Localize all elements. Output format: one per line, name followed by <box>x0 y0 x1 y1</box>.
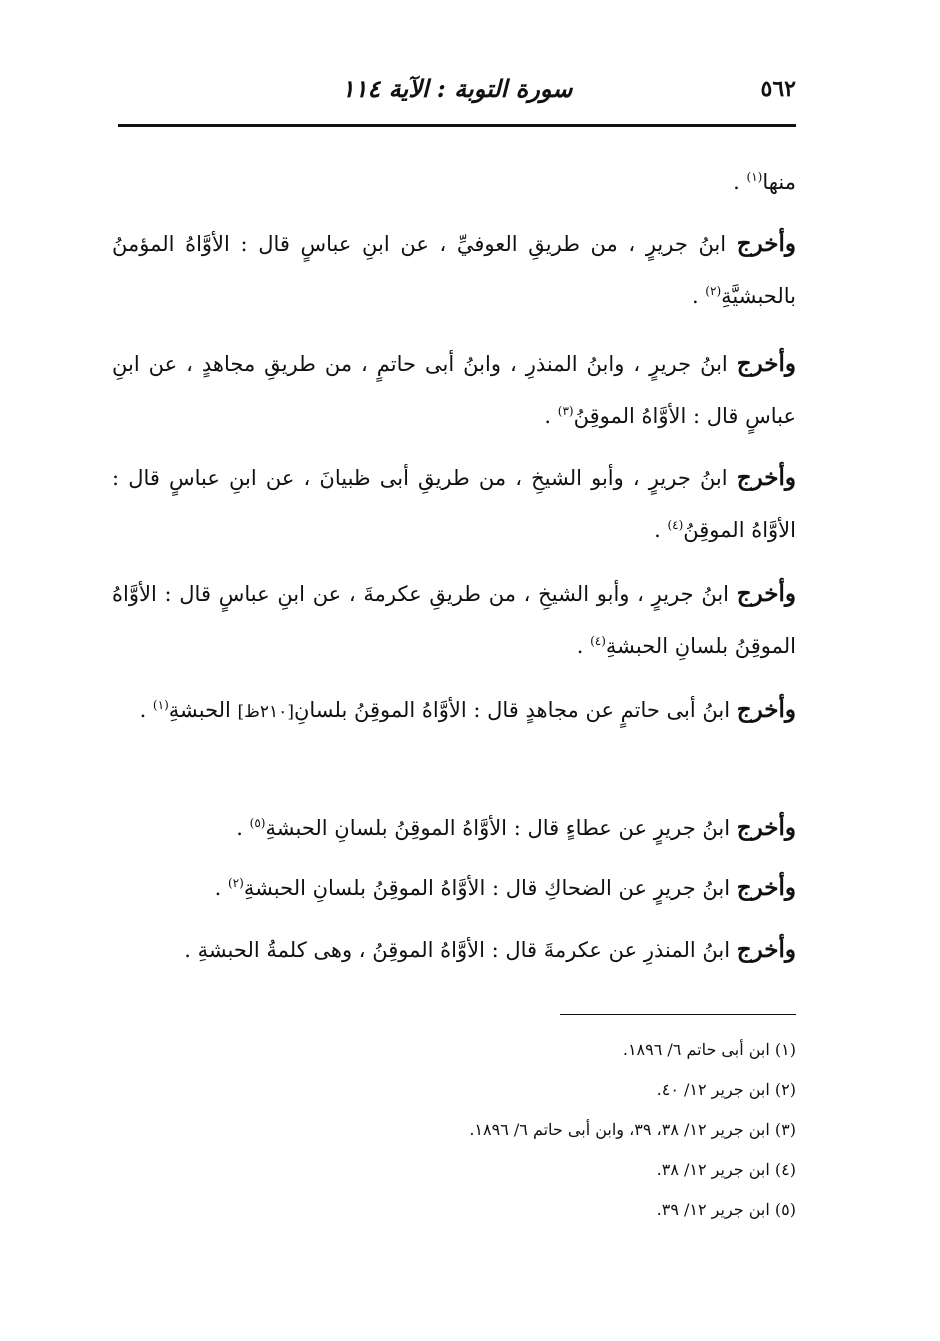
footnote-ref: (٤) <box>667 518 684 532</box>
paragraph-text: ابنُ جريرٍ ، وأبو الشيخِ ، من طريقِ أبى ظبيانَ ، عن ابنِ عباسٍ قال : الأوَّاهُ الموقِنُ <box>112 466 796 542</box>
paragraph-tail: . <box>214 876 228 900</box>
paragraph-5 <box>112 568 796 672</box>
footnote-ref: (١) <box>746 170 763 184</box>
paragraph-lead: وأخرج <box>736 814 796 841</box>
paragraph-text: ابنُ المنذرِ عن عكرمةَ قال : الأوَّاهُ الموقِنُ ، وهى كلمةُ الحبشةِ . <box>184 938 737 962</box>
paragraph-lead: وأخرج <box>736 230 796 257</box>
footnote-5: (٥) ابن جرير ١٢/ ٣٩. <box>656 1200 796 1219</box>
paragraph-lead: وأخرج <box>736 580 796 607</box>
paragraph-text: منها <box>762 170 796 194</box>
footnote-ref: (٥) <box>249 816 266 830</box>
footnote-ref: (٢) <box>227 876 244 890</box>
paragraph-3 <box>112 338 796 442</box>
paragraph-lead: وأخرج <box>736 350 796 377</box>
margin-note: [٢١٠ظ] <box>237 702 294 722</box>
running-title: سورة التوبة : الآية ١١٤ <box>341 74 573 103</box>
footnote-2: (٢) ابن جرير ١٢/ ٤٠. <box>656 1080 796 1099</box>
paragraph-text: ابنُ جريرٍ ، وأبو الشيخِ ، من طريقِ عكرمةَ ، عن ابنِ عباسٍ قال : الأوَّاهُ الموقِنُ بلسانِ الحبشةِ <box>112 582 796 658</box>
paragraph-8 <box>156 862 796 914</box>
paragraph-tail: . <box>236 816 250 840</box>
paragraph-text-continued: الحبشةِ <box>168 698 238 722</box>
footnote-3: (٣) ابن جرير ١٢/ ٣٨، ٣٩، وابن أبى حاتم ٦/ ١٨٩٦. <box>469 1120 796 1139</box>
paragraph-tail: . <box>733 170 747 194</box>
paragraph-9 <box>156 924 796 976</box>
paragraph-tail: . <box>654 518 668 542</box>
paragraph-lead: وأخرج <box>736 936 796 963</box>
paragraph-text: ابنُ جريرٍ ، من طريقِ العوفيِّ ، عن ابنِ عباسٍ قال : الأوَّاهُ المؤمنُ بالحبشيَّةِ <box>112 232 796 308</box>
paragraph-lead: وأخرج <box>736 696 796 723</box>
footnote-ref: (١) <box>152 698 169 712</box>
footnote-4: (٤) ابن جرير ١٢/ ٣٨. <box>656 1160 796 1179</box>
footnote-ref: (٣) <box>557 404 574 418</box>
main-text <box>112 0 796 1000</box>
paragraph-tail: . <box>544 404 558 428</box>
footnote-ref: (٢) <box>705 284 722 298</box>
paragraph-tail: . <box>139 698 153 722</box>
paragraph-1 <box>112 156 796 208</box>
paragraph-7 <box>156 802 796 854</box>
footnote-rule <box>560 1014 796 1015</box>
page-number: ٥٦٢ <box>760 76 796 102</box>
footnote-ref: (٤) <box>590 634 606 648</box>
paragraph-lead: وأخرج <box>736 874 796 901</box>
footnotes <box>300 1030 796 1230</box>
paragraph-4 <box>112 452 796 556</box>
paragraph-text: ابنُ جريرٍ ، وابنُ المنذرِ ، وابنُ أبى حاتمٍ ، من طريقِ مجاهدٍ ، عن ابنِ عباسٍ قال : الأوَّاهُ الموقِنُ <box>112 352 796 428</box>
paragraph-text: ابنُ جريرٍ عن عطاءٍ قال : الأوَّاهُ الموقِنُ بلسانِ الحبشةِ <box>265 816 737 840</box>
paragraph-lead: وأخرج <box>736 464 796 491</box>
paragraph-6 <box>112 684 796 738</box>
paragraph-2 <box>112 218 796 322</box>
paragraph-tail: . <box>576 634 591 658</box>
footnote-1: (١) ابن أبى حاتم ٦/ ١٨٩٦. <box>622 1040 796 1059</box>
paragraph-text: ابنُ أبى حاتمٍ عن مجاهدٍ قال : الأوَّاهُ الموقِنُ بلسانِ <box>293 698 737 722</box>
paragraph-tail: . <box>691 284 706 308</box>
paragraph-text: ابنُ جريرٍ عن الضحاكِ قال : الأوَّاهُ الموقِنُ بلسانِ الحبشةِ <box>243 876 737 900</box>
